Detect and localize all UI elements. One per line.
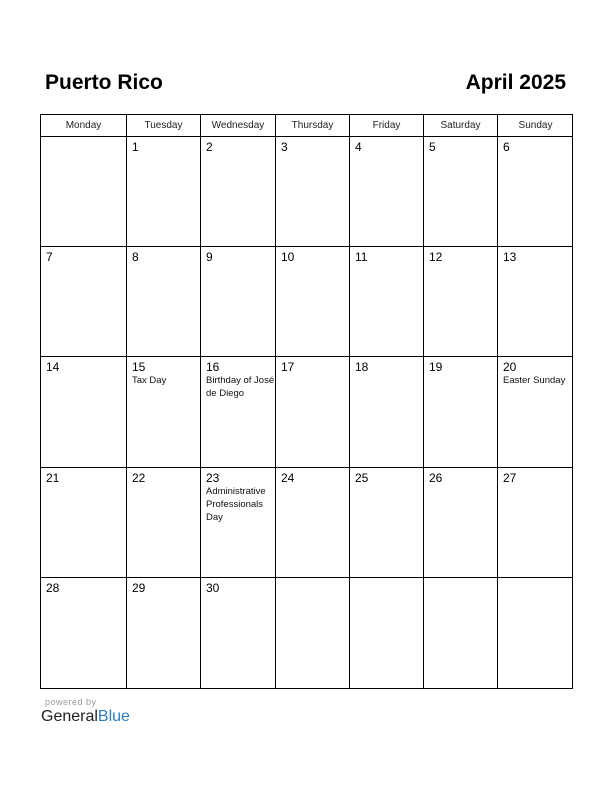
day-cell [201, 578, 276, 688]
day-cell [350, 468, 424, 578]
day-cell [127, 247, 201, 357]
day-number: 19 [429, 360, 443, 375]
day-number: 3 [281, 140, 288, 154]
day-number: 20 [503, 360, 517, 375]
day-cell [424, 137, 498, 247]
month-title: April 2025 [465, 71, 566, 94]
day-cell [41, 247, 127, 357]
day-number: 13 [503, 250, 517, 265]
day-cell [498, 357, 573, 467]
holiday-label: Administrative Professionals Day [206, 485, 266, 523]
day-number: 30 [206, 580, 220, 595]
day-cell [127, 137, 201, 247]
day-number: 12 [429, 250, 443, 265]
day-cell [424, 357, 498, 467]
day-number: 27 [503, 470, 517, 485]
day-number: 21 [46, 470, 60, 485]
weekday-header: Thursday [276, 115, 350, 137]
day-cell [127, 578, 201, 688]
day-number: 14 [46, 360, 60, 375]
day-cell [498, 137, 573, 247]
day-number: 15 [132, 360, 146, 375]
day-number: 6 [503, 140, 510, 154]
day-number: 26 [429, 470, 443, 485]
day-cell [201, 468, 276, 578]
day-cell [276, 578, 350, 688]
day-cell [41, 468, 127, 578]
powered-by-label: powered by [45, 697, 97, 707]
day-number: 11 [355, 250, 368, 265]
day-cell [201, 137, 276, 247]
day-number: 7 [46, 250, 53, 265]
day-cell [424, 247, 498, 357]
day-cell [498, 247, 573, 357]
day-cell [276, 247, 350, 357]
day-number: 25 [355, 470, 369, 485]
day-cell [350, 578, 424, 688]
holiday-label: Birthday of José de Diego [206, 375, 275, 400]
day-cell [350, 357, 424, 467]
day-cell [201, 247, 276, 357]
brand-blue-text: Blue [97, 708, 130, 725]
weekday-header: Sunday [498, 115, 573, 137]
day-cell [424, 578, 498, 688]
day-number: 10 [281, 250, 295, 265]
day-number: 1 [132, 140, 139, 154]
day-number: 4 [355, 140, 362, 154]
day-number: 9 [206, 250, 213, 265]
day-cell [41, 578, 127, 688]
weekday-header: Tuesday [127, 115, 201, 137]
day-number: 28 [46, 580, 60, 595]
weekday-header: Saturday [424, 115, 498, 137]
generalblue-logo[interactable] [41, 708, 130, 726]
weekday-header: Wednesday [201, 115, 276, 137]
day-cell [127, 357, 201, 467]
weekday-header: Friday [350, 115, 424, 137]
day-number: 2 [206, 140, 213, 154]
day-number: 16 [206, 360, 220, 375]
day-number: 8 [132, 250, 139, 265]
brand-general-text: General [41, 708, 98, 725]
day-number: 18 [355, 360, 369, 375]
day-cell [424, 468, 498, 578]
day-cell [350, 247, 424, 357]
day-number: 17 [281, 360, 295, 375]
day-cell [276, 468, 350, 578]
day-number: 24 [281, 470, 295, 485]
day-cell [498, 578, 573, 688]
day-number: 5 [429, 140, 436, 154]
day-cell [201, 357, 276, 467]
day-cell [41, 137, 127, 247]
weekday-header: Monday [41, 115, 127, 137]
day-cell [498, 468, 573, 578]
day-cell [127, 468, 201, 578]
calendar-grid [40, 114, 573, 689]
day-cell [41, 357, 127, 467]
day-number: 23 [206, 470, 220, 485]
day-number: 29 [132, 580, 146, 595]
holiday-label: Easter Sunday [503, 375, 566, 387]
day-cell [276, 137, 350, 247]
day-number: 22 [132, 470, 146, 485]
holiday-label: Tax Day [132, 375, 167, 387]
country-title: Puerto Rico [45, 71, 163, 94]
day-cell [276, 357, 350, 467]
day-cell [350, 137, 424, 247]
